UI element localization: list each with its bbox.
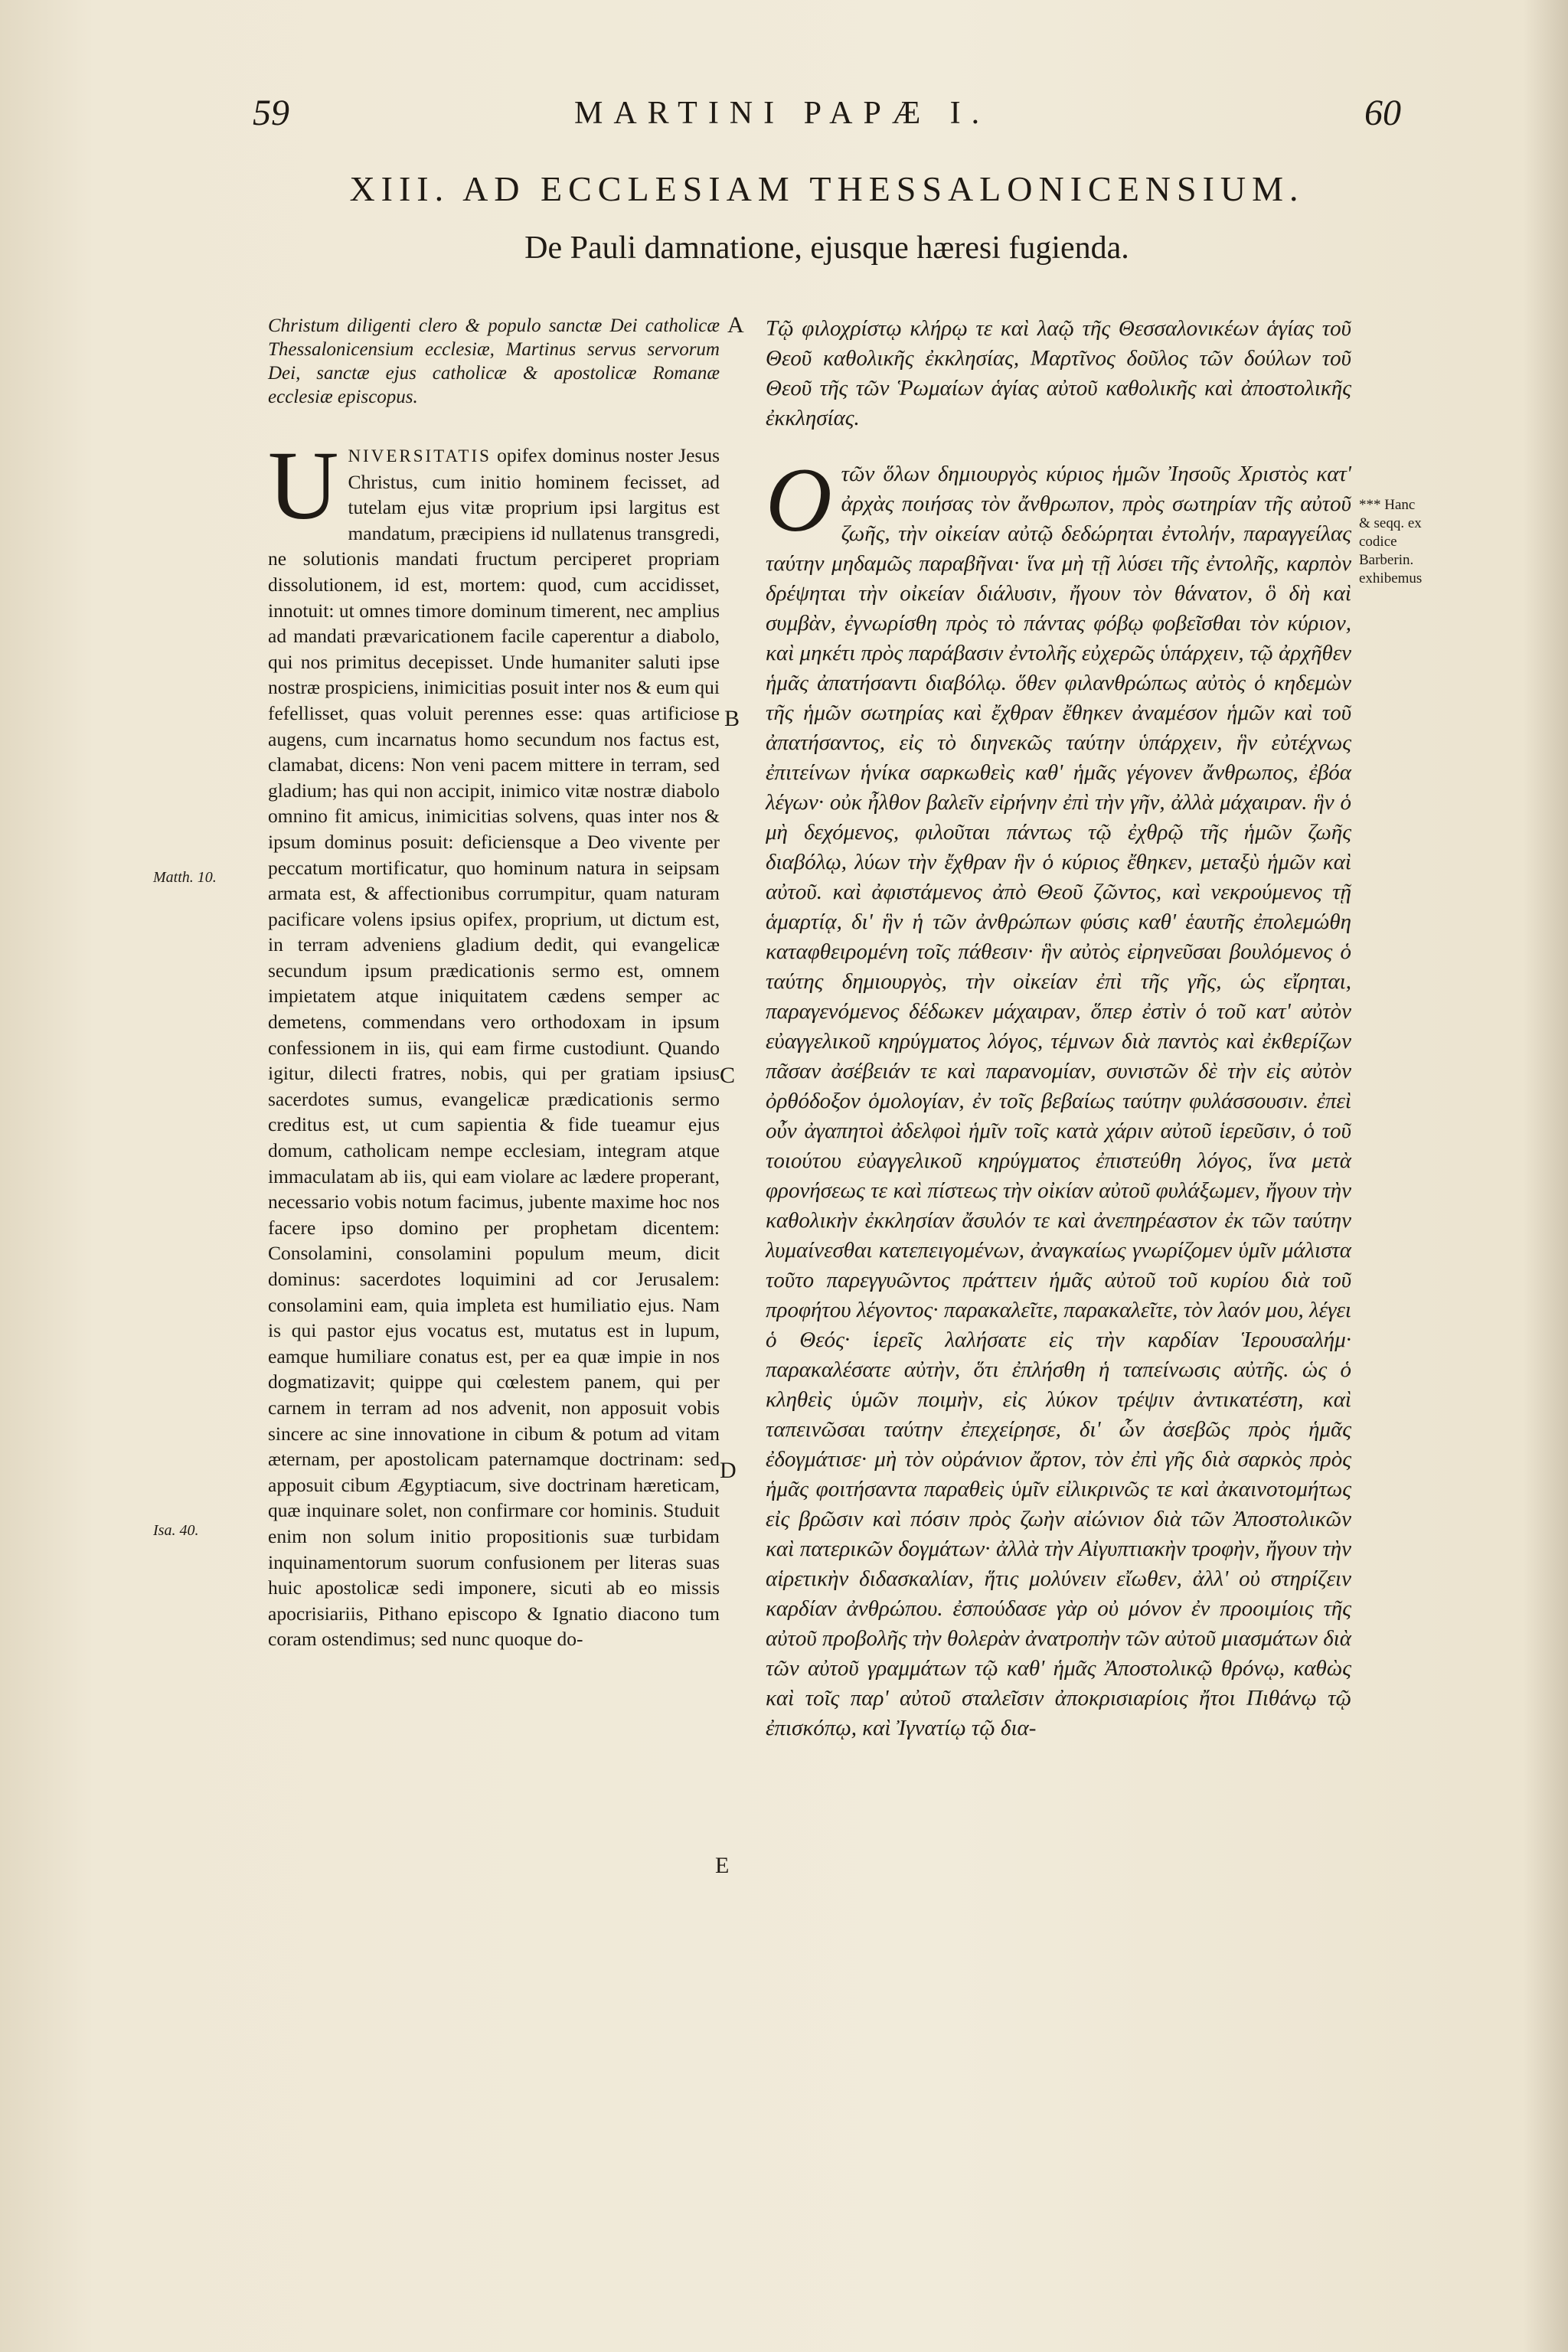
- section-letter-e: E: [715, 1853, 730, 1878]
- section-letter-b: B: [724, 706, 740, 731]
- greek-body: τῶν ὅλων δημιουργὸς κύριος ἡμῶν Ἰησοῦς Χριστὸς κατ' ἀρχὰς ποιήσας τὸν ἄνθρωπον, πρὸς σωτηρίαν τῆς αὐτοῦ ζωῆς, τὴν οἰκείαν αὐτῷ δεδώρηται ἐντολήν, παραγγείλας ταύτην μηδαμῶς παραβῆναι· ἵνα μὴ τῇ λύσει τῆς ἐντολῆς, καρπὸν δρέψηται τὴν οἰκείαν διάλυσιν, ἤγουν τὸν θάνατον, ὃ δὴ καὶ συμβὰν, ἐγνωρίσθη πρὸς τὸ πάντας φόβῳ φοβεῖσθαι τὸν κύριον, καὶ μηκέτι πρὸς παράβασιν ἐντολῆς εὐχερῶς ὑπάρχειν, τῷ ἀρχῆθεν ἡμᾶς ἀπατήσαντι διαβόλῳ. ὅθεν φιλανθρώπως αὐτὸς ὁ κηδεμὼν τῆς ἡμῶν σωτηρίας καὶ ἔχθραν ἔθηκεν ἀναμέσον ἡμῶν καὶ τοῦ ἀπατήσαντος, εἰς τὸ διηνεκῶς ταύτην ὑπάρχειν, ἣν εὐτέχνως ἐπιτείνων ἡνίκα σαρκωθεὶς καθ' ἡμᾶς γέγονεν ἄνθρωπος, ἐβόα λέγων· οὐκ ἦλθον βαλεῖν εἰρήνην ἐπὶ τὴν γῆν, ἀλλὰ μάχαιραν. ἣν ὁ μὴ δεχόμενος, φιλοῦται πάντως τῷ ἐχθρῷ τῆς ἡμῶν ζωῆς διαβόλῳ, λύων τὴν ἔχθραν ἣν ὁ κύριος ἔθηκεν, μεταξὺ ἡμῶν καὶ αὐτοῦ. καὶ ἀφιστάμενος ἀπὸ Θεοῦ ζῶντος, καὶ νεκρούμενος τῇ ἁμαρτίᾳ, δι' ἣν ἡ τῶν ἀνθρώπων φύσις καθ' ἑαυτῆς ἐπολεμώθη καταφθειρομένη τοῖς πάθεσιν· ἣν αὐτὸς εἰρηνεῦσαι βουλόμενος ὁ ταύτης δημιουργὸς, τὴν οἰκείαν ἐπὶ τῆς γῆς, ὡς εἴρηται, παραγενόμενος δέδωκεν μάχαιραν, ὅπερ ἐστὶν ὁ τοῦ κατ' αὐτὸν εὐαγγελικοῦ κηρύγματος λόγος, τέμνων διὰ παντὸς καὶ ἐκθερίζων πᾶσαν ἀσέβειάν τε καὶ παρανομίαν, συνιστῶν δὲ τὴν εἰς αὐτὸν ὀρθόδοξον ὁμολογίαν, ἐν τοῖς βεβαίως ταύτην φυλάσσουσιν. ἐπεὶ οὖν ἀγαπητοὶ ἀδελφοὶ ἡμῖν τοῖς κατὰ χάριν αὐτοῦ ἱερεῦσιν, ὁ τοῦ τοιούτου εὐαγγελικοῦ κηρύγματος ἐπιστεύθη λόγος, ἵνα μετὰ φρονήσεως τε καὶ πίστεως τὴν οἰκίαν αὐτοῦ φυλάξωμεν, ἤγουν τὴν καθολικὴν ἐκκλησίαν ἄσυλόν τε καὶ ἀνεπηρέαστον ἐκ τῶν ταύτην λυμαίνεσθαι κατεπειγομένων, ἀναγκαίως γνωρίζομεν ὑμῖν μάλιστα τοῦτο παρεγγυῶντος πράττειν ἡμᾶς αὐτοῦ τοῦ κυρίου διὰ τοῦ προφήτου λέγοντος· παρακαλεῖτε, παρακαλεῖτε, τὸν λαόν μου, λέγει ὁ Θεός· ἱερεῖς λαλήσατε εἰς τὴν καρδίαν Ἱερουσαλήμ· παρακαλέσατε αὐτὴν, ὅτι ἐπλήσθη ἡ ταπείνωσις αὐτῆς. ὡς ὁ κληθεὶς ὑμῶν ποιμὴν, εἰς λύκον τρέψιν ἀντικατέστη, καὶ ταπεινῶσαι ταύτην ἐπεχείρησε, δι' ὧν ἀσεβῶς πρὸς ἡμᾶς ἐδογμάτισε· μὴ τὸν οὐράνιον ἄρτον, τὸν ἐπὶ γῆς διὰ σαρκὸς πρὸς ἡμᾶς φοιτήσαντα παραθεὶς ὑμῖν εἰλικρινῶς τε καὶ ἀκαινοτομήτως εἰς βρῶσιν καὶ πόσιν πρὸς ζωὴν αἰώνιον διὰ τῶν Ἀποστολικῶν καὶ πατερικῶν δογμάτων· ἀλλὰ τὴν Αἰγυπτιακὴν τροφὴν, ἤγουν τὴν αἱρετικὴν διδασκαλίαν, ἥτις μολύνειν εἴωθεν, ἀλλ' οὐ στηρίζειν καρδίαν ἀνθρώπου. ἐσπούδασε γὰρ οὐ μόνον ἐν προοιμίοις τῆς αὐτοῦ προβολῆς τὴν θολερὰν ἀνατροπὴν τῶν αὐτοῦ μιασμάτων διὰ τῶν αὐτοῦ γραμμάτων τῷ καθ' ἡμᾶς Ἀποστολικῷ θρόνῳ, καθὼς καὶ τοῖς παρ' αὐτοῦ σταλεῖσιν ἀποκρισιαρίοις ἤτοι Πιθάνῳ τῷ ἐπισκόπῳ, καὶ Ἰγνατίῳ τῷ δια-: [766, 462, 1351, 1740]
- page-number-left: 59: [253, 93, 289, 133]
- gutter-shadow: [1524, 0, 1568, 2352]
- running-head: [253, 92, 1401, 145]
- latin-body: opifex dominus noster Jesus Christus, cum initio hominem fecisset, ad tutelam ejus vitæ proprium ipsi largitus est mandatum, præcipiens id nullatenus transgredi, ne solutionis mandati fructum perciperet propriam dissolutionem, id est, mortem: quod, cum accidisset, innotuit: ut omnes timore dominum timerent, nec amplius ad mandati prævaricationem facile caperentur a diabolo, qui nos primitus decepisset. Unde humaniter saluti ipse nostræ prospiciens, inimicitias posuit inter nos & eum qui fefellisset, quas voluit perennes esse: quas artificiose augens, cum incarnatus homo secundum nos factus est, clamabat, dicens: Non veni pacem mittere in terram, sed gladium; has qui non accipit, inimico vitæ nostræ diabolo omnino fit amicus, inimicitias solvens, quas inter nos & ipsum dominus posuit: deficiensque a Deo vivente per peccatum mortificatur, quo hominum natura in seipsam armata est, & affectionibus corrumpitur, quam naturam pacificare volens ipsius opifex, proprium, ut dictum est, in terram adveniens gladium dedit, qui evangelicæ secundum ipsum prædicationis sermo est, omnem impietatem atque iniquitatem cædens semper ac demetens, commendans vero orthodoxam in ipsum confessionem in iis, qui eam firme custodiunt. Quando igitur, dilecti fratres, nobis, qui per gratiam ipsius sacerdotes sumus, evangelicæ prædicationis sermo creditus est, ut cum sapientia & fide tueamur ejus domum, catholicam nempe ecclesiam, integram atque immaculatam ab iis, qui eam violare ac lædere properant, necessario vobis notum facimus, jubente maxime hoc nos facere ipso domino per prophetam dicentem: Consolamini, consolamini populum meum, dicit dominus: sacerdotes loquimini ad cor Jerusalem: consolamini eam, quia impleta est humiliatio ejus. Nam is qui pastor ejus vocatus est, mutatus est in lupum, eamque humiliare conatus est, per ea quæ impie in nos dogmatizavit; quippe qui cœlestem panem, qui per carnem in terram ad nos advenit, non apposuit vobis sincere ac sine innovatione in cibum & potum ad vitam æternam, per apostolicam paternamque doctrinam: sed apposuit cibum Ægyptiacum, sive doctrinam hæreticam, quæ inquinare solet, non confirmare cor hominis. Studuit enim non solum initio propositionis suæ turbidam inquinamentorum suorum confusionem per literas suas huic apostolicæ sedi imponere, sicuti ab eo missis apocrisiariis, Pithano episcopo & Ignatio diacono tum coram ostendimus; sed nunc quoque do-: [268, 444, 720, 1651]
- latin-dropcap: U: [268, 431, 339, 540]
- section-letter-a: A: [727, 312, 744, 338]
- latin-address: Christum diligenti clero & populo sanctæ Dei catholicæ Thessalonicensium ecclesiæ, Martinus servus servorum Dei, sanctæ ejus catholicæ & apostolicæ Romanæ ecclesiæ episcopus.: [268, 315, 720, 407]
- greek-column: [766, 314, 1351, 1743]
- page-number-right: 60: [1364, 93, 1401, 133]
- section-letter-d: D: [720, 1458, 737, 1483]
- latin-column: [268, 314, 720, 1652]
- latin-body-paragraph: [268, 431, 720, 1652]
- margin-note-matthew: Matth. 10.: [153, 869, 217, 886]
- margin-note-isaiah: Isa. 40.: [153, 1522, 199, 1539]
- greek-address: Τῷ φιλοχρίστῳ κλήρῳ τε καὶ λαῷ τῆς Θεσσαλονικέων ἁγίας τοῦ Θεοῦ καθολικῆς ἐκκλησίας, Μαρτῖνος δοῦλος τῶν δούλων τοῦ Θεοῦ τῆς τῶν Ῥωμαίων ἁγίας αὐτοῦ καθολικῆς καὶ ἀποστολικῆς ἐκκλησίας.: [766, 316, 1351, 430]
- greek-dropcap: Ο: [766, 449, 832, 550]
- greek-body-paragraph: [766, 449, 1351, 1743]
- running-title: MARTINI PAPÆ I.: [574, 96, 991, 131]
- section-subtitle: De Pauli damnatione, ejusque hæresi fugienda.: [524, 230, 1129, 266]
- latin-opening-word: NIVERSITATIS: [348, 446, 492, 466]
- margin-note-source: *** Hanc & seqq. ex codice Barberin. exhibemus: [1359, 497, 1423, 586]
- section-letter-c: C: [720, 1063, 736, 1088]
- section-title: XIII. AD ECCLESIAM THESSALONICENSIUM.: [349, 169, 1305, 208]
